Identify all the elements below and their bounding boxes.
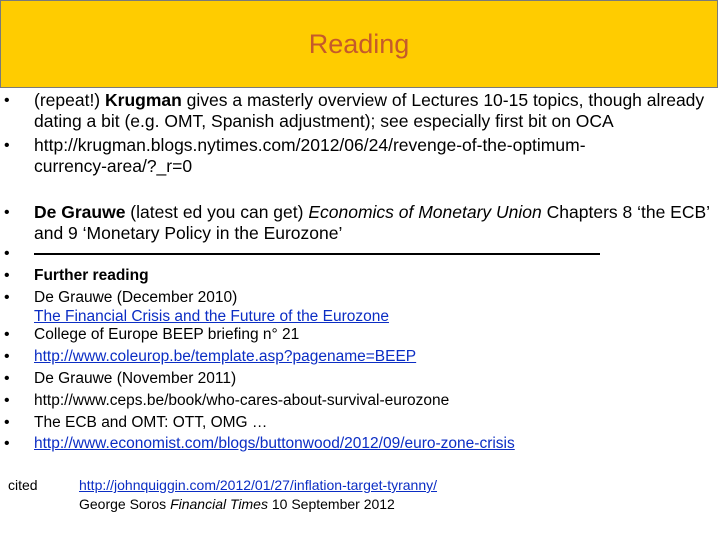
item-line: De Grauwe (December 2010): [34, 289, 238, 306]
heading-text: Further reading: [34, 267, 149, 284]
cite-author: George Soros: [79, 496, 171, 512]
item-text: College of Europe BEEP briefing n° 21: [34, 326, 300, 343]
cited-label: cited: [8, 477, 38, 493]
cite-publication: Financial Times: [170, 496, 268, 512]
item-text: [34, 288, 714, 326]
krugman-url: http://krugman.blogs.nytimes.com/2012/06/24/revenge-of-the-optimum-currency-area/?_r=0: [34, 135, 586, 176]
coleurop-link[interactable]: http://www.coleurop.be/template.asp?pagename=BEEP: [34, 348, 417, 365]
cite-date: 10 September 2012: [267, 496, 395, 512]
item-pre: (repeat!): [34, 90, 105, 110]
item-post: gives a masterly overview of Lectures 10-15 topics, though already dating a bit (e.g. OMT, Spanish adjustment); see especially first bit on OCA: [34, 90, 705, 131]
item-text: [34, 90, 714, 132]
author-krugman: Krugman: [105, 90, 182, 110]
bullet-icon: •: [4, 267, 10, 284]
bullet-icon: •: [4, 137, 10, 154]
soros-citation: [79, 495, 395, 513]
bullet-icon: •: [4, 392, 10, 409]
slide-title: Reading: [308, 28, 410, 59]
title-bar: [0, 0, 718, 88]
bullet-icon: •: [4, 435, 10, 452]
divider-line: [34, 243, 600, 255]
further-reading-heading: [34, 266, 714, 285]
bullet-icon: •: [4, 414, 10, 431]
economist-link[interactable]: http://www.economist.com/blogs/buttonwood/2012/09/euro-zone-crisis: [34, 435, 515, 452]
divider-line-wrap: [34, 243, 714, 264]
item-text: http://www.ceps.be/book/who-cares-about-survival-eurozone: [34, 392, 450, 409]
item-text: [34, 434, 714, 453]
item-text: De Grauwe (November 2011): [34, 370, 237, 387]
quiggin-link[interactable]: http://johnquiggin.com/2012/01/27/inflation-target-tyranny/: [79, 477, 438, 493]
bullet-icon: •: [4, 289, 10, 306]
item-text: [34, 347, 714, 366]
item-post: Chapters 8 ‘the ECB’ and 9 ‘Monetary Policy in the Eurozone’: [34, 202, 710, 243]
item-text: [34, 202, 714, 244]
bullet-icon: •: [4, 326, 10, 343]
bullet-icon: •: [4, 245, 10, 262]
bullet-icon: •: [4, 204, 10, 221]
bullet-icon: •: [4, 348, 10, 365]
author-de-grauwe: De Grauwe: [34, 202, 126, 222]
item-mid: (latest ed you can get): [125, 202, 309, 222]
book-title: Economics of Monetary Union: [308, 202, 542, 222]
bullet-icon: •: [4, 92, 10, 109]
bullet-icon: •: [4, 370, 10, 387]
item-text: The ECB and OMT: OTT, OMG …: [34, 414, 268, 431]
financial-crisis-link[interactable]: The Financial Crisis and the Future of the Eurozone: [34, 308, 389, 325]
